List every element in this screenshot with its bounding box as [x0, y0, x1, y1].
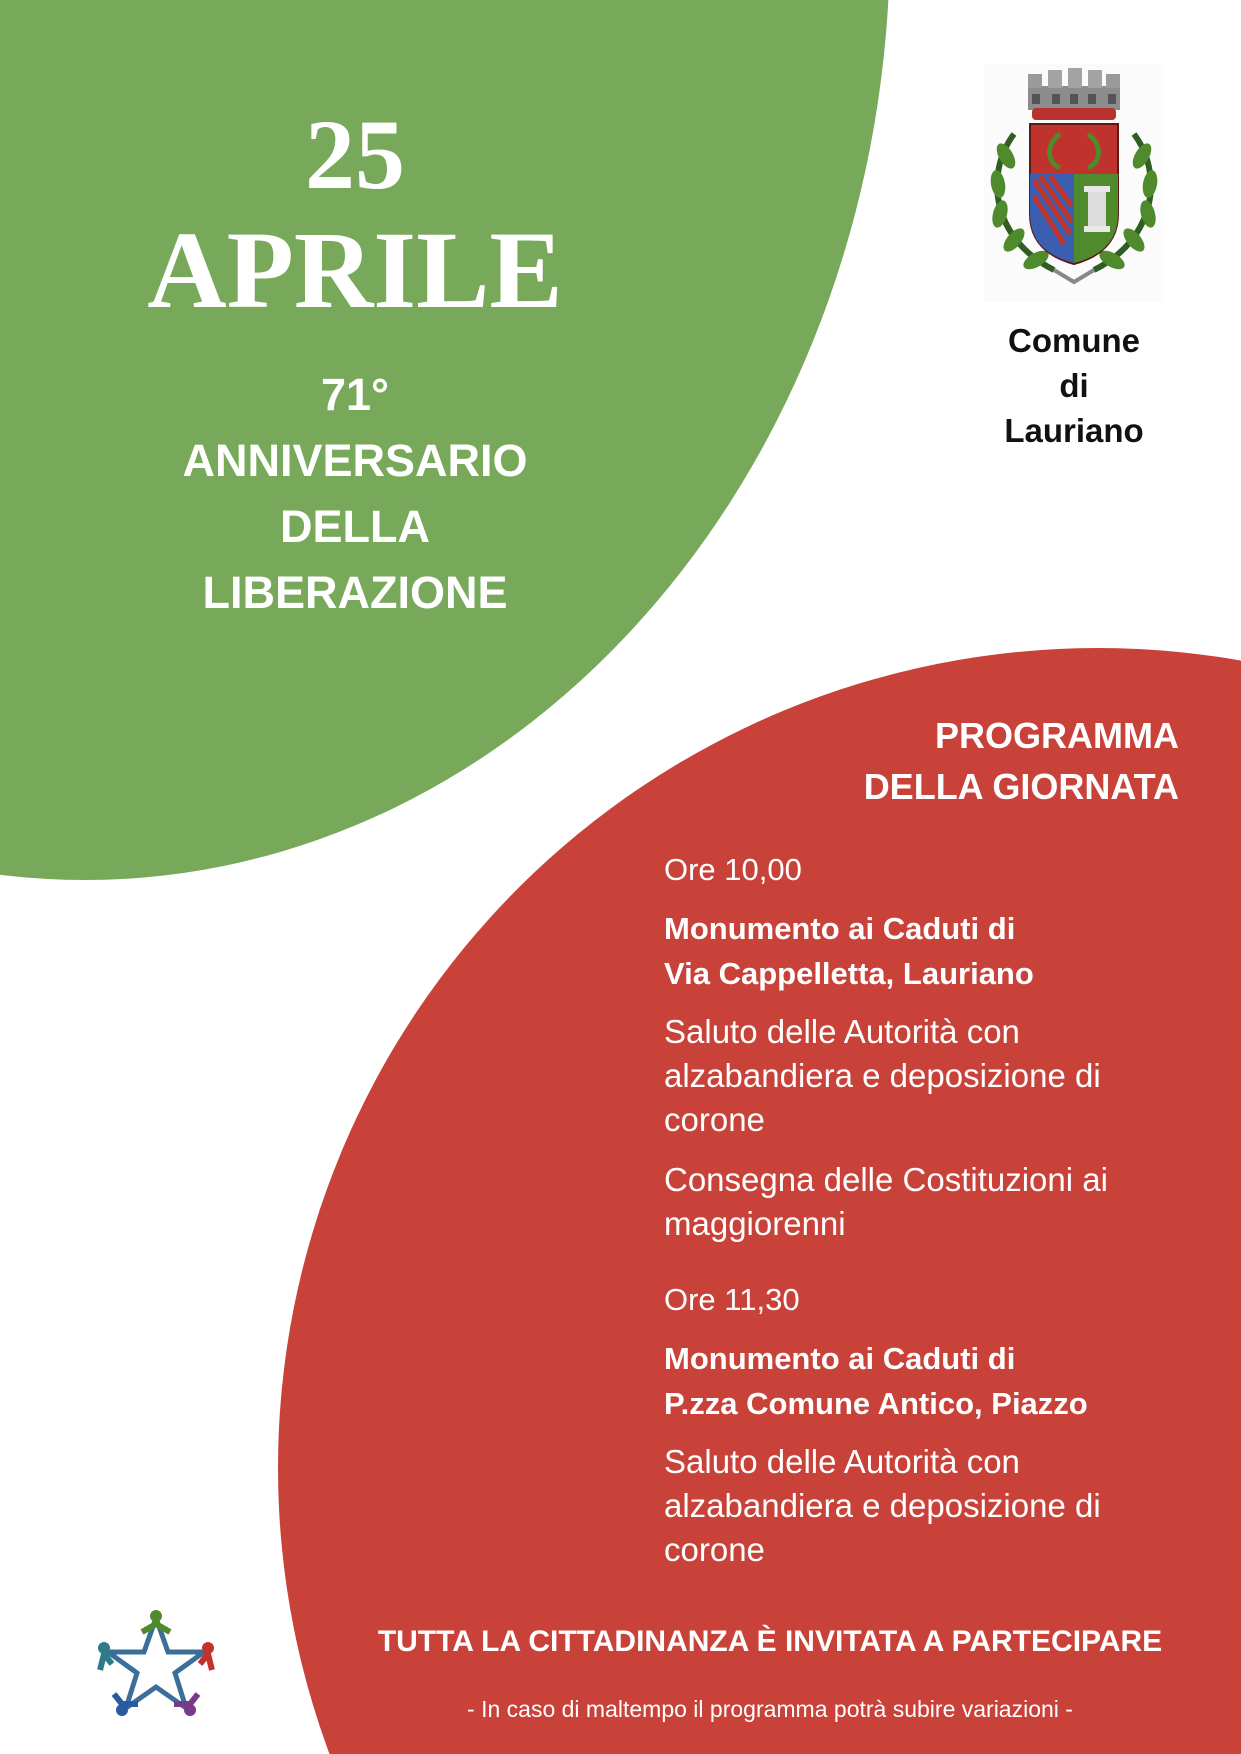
event-place-line: Monumento ai Caduti di — [664, 911, 1016, 946]
mural-crown-icon — [1028, 68, 1120, 120]
anniversary-line: 71° — [320, 369, 390, 420]
event — [664, 1278, 1184, 1572]
event-place — [664, 1336, 1184, 1426]
anniversary-line: ANNIVERSARIO — [182, 435, 528, 486]
anniversary-title — [100, 362, 610, 626]
event-place-line: P.zza Comune Antico, Piazzo — [664, 1386, 1088, 1421]
weather-note: - In caso di maltempo il programma potrà subire variazioni - — [467, 1696, 1073, 1722]
anniversary-line: DELLA — [280, 501, 430, 552]
municipality-line: Comune — [1008, 322, 1140, 359]
anniversary-line: LIBERAZIONE — [202, 567, 508, 618]
program-title — [864, 710, 1179, 812]
municipality-name — [960, 318, 1188, 453]
municipality-line: Lauriano — [1004, 412, 1144, 449]
event — [664, 848, 1184, 1246]
municipality-line: di — [1059, 367, 1089, 404]
date-month: APRILE — [147, 209, 563, 331]
people-star-logo-icon — [94, 1608, 218, 1716]
invitation-text: TUTTA LA CITTADINANZA È INVITATA A PARTECIPARE — [377, 1625, 1163, 1658]
event-activity: Saluto delle Autorità con alzabandiera e deposizione di corone — [664, 1443, 1101, 1568]
program-title-line: DELLA GIORNATA — [863, 766, 1179, 807]
event-place-line: Monumento ai Caduti di — [664, 1341, 1016, 1376]
event-activity: Saluto delle Autorità con alzabandiera e deposizione di corone — [664, 1013, 1101, 1138]
event-activity: Consegna delle Costituzioni ai maggiorenni — [664, 1161, 1108, 1242]
event-time: Ore 11,30 — [664, 1282, 800, 1317]
schedule — [664, 848, 1184, 1588]
coat-of-arms-icon — [984, 64, 1164, 302]
date-day: 25 — [305, 99, 405, 210]
program-title-line: PROGRAMMA — [935, 715, 1179, 756]
event-place — [664, 906, 1184, 996]
event-place-line: Via Cappelletta, Lauriano — [664, 956, 1034, 991]
event-time: Ore 10,00 — [664, 852, 802, 887]
